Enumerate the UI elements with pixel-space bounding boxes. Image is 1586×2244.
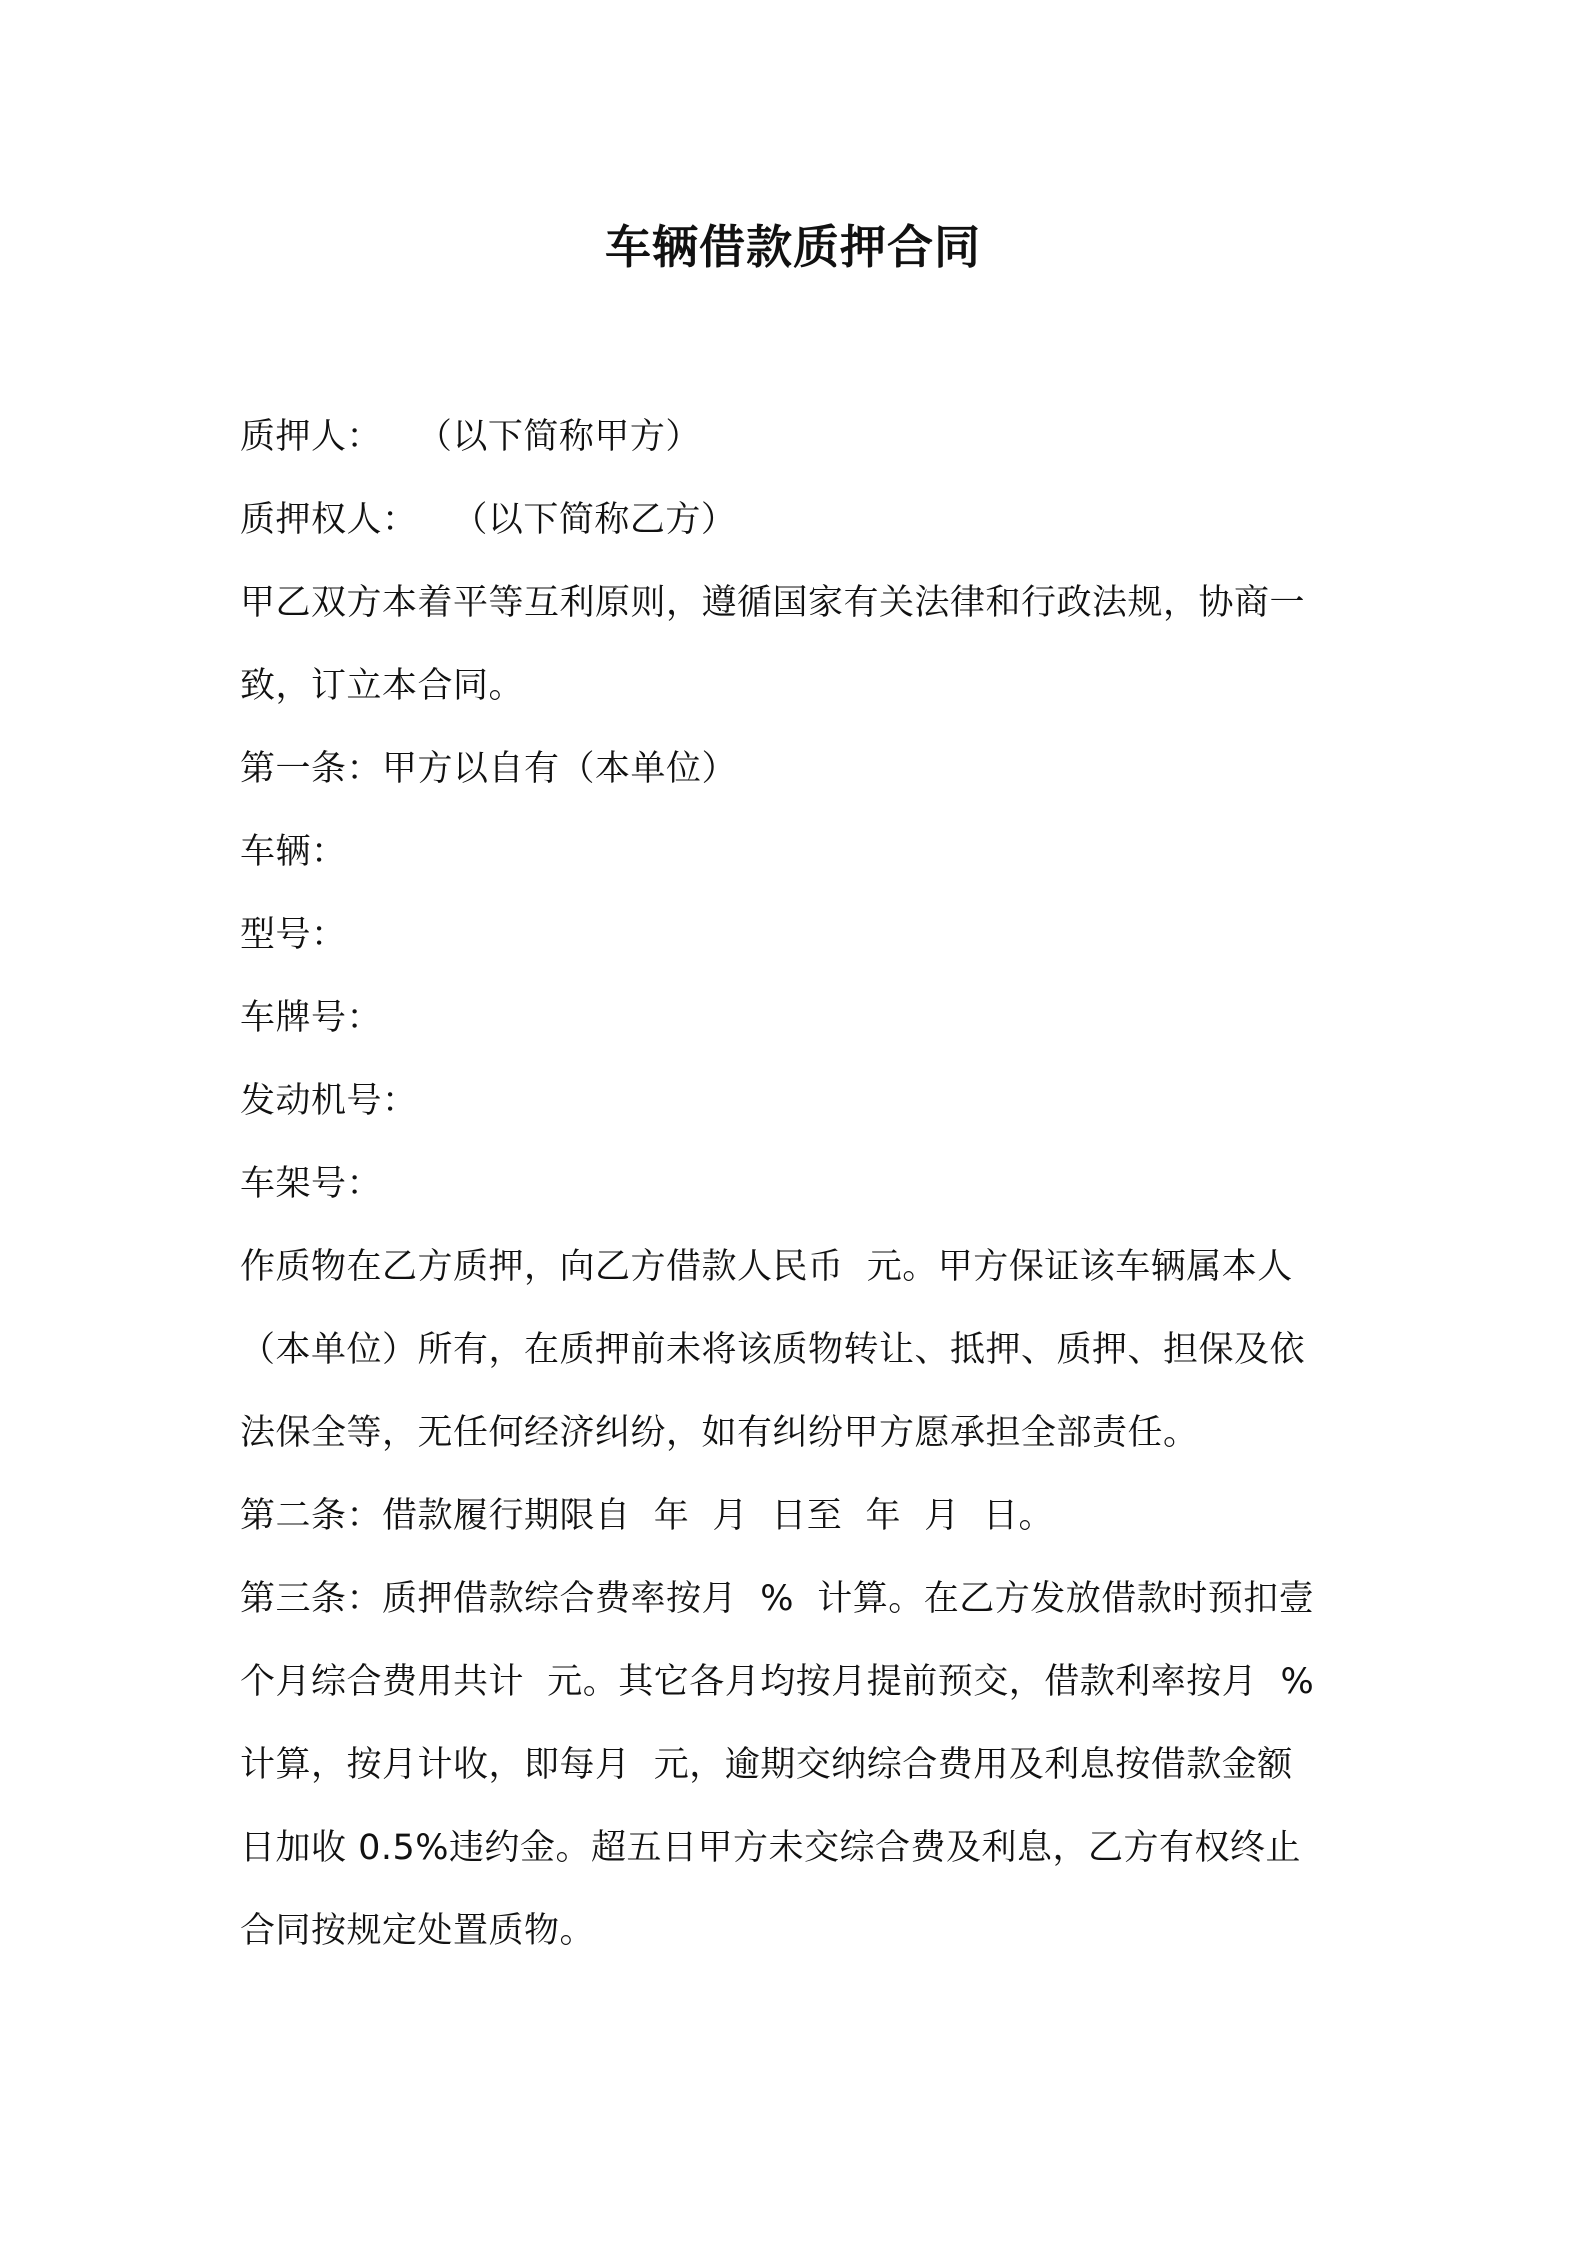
chassis-number-field: 车架号：	[240, 1164, 383, 1204]
article-1-text-line-3: 法保全等，无任何经济纠纷，如有纠纷甲方愿承担全部责任。	[240, 1413, 1199, 1453]
contract-body	[240, 396, 1360, 1973]
article-3-line-1: 第三条：质押借款综合费率按月 % 计算。在乙方发放借款时预扣壹	[240, 1579, 1315, 1619]
article-3-line-5: 合同按规定处置质物。	[240, 1911, 596, 1951]
article-1-text-line-2: （本单位）所有，在质押前未将该质物转让、抵押、质押、担保及依	[240, 1330, 1306, 1370]
article-1-text-line-1: 作质物在乙方质押，向乙方借款人民币 元。甲方保证该车辆属本人	[240, 1247, 1293, 1287]
preamble-line-2: 致，订立本合同。	[240, 666, 525, 706]
vehicle-field: 车辆：	[240, 832, 347, 872]
article-3-line-3: 计算，按月计收，即每月 元，逾期交纳综合费用及利息按借款金额	[240, 1745, 1293, 1785]
preamble-line-1: 甲乙双方本着平等互利原则，遵循国家有关法律和行政法规，协商一	[240, 583, 1306, 623]
engine-number-field: 发动机号：	[240, 1081, 418, 1121]
article-3-line-2: 个月综合费用共计 元。其它各月均按月提前预交，借款利率按月 %	[240, 1662, 1315, 1702]
article-2-line: 第二条：借款履行期限自 年 月 日至 年 月 日。	[240, 1496, 1055, 1536]
pledgor-line: 质押人： （以下简称甲方）	[240, 417, 701, 457]
document-title: 车辆借款质押合同	[605, 220, 981, 274]
model-field: 型号：	[240, 915, 347, 955]
pledgee-line: 质押权人： （以下简称乙方）	[240, 500, 737, 540]
plate-number-field: 车牌号：	[240, 998, 383, 1038]
article-1-heading: 第一条：甲方以自有（本单位）	[240, 749, 738, 789]
article-3-line-4: 日加收 0.5%违约金。超五日甲方未交综合费及利息，乙方有权终止	[240, 1828, 1302, 1868]
